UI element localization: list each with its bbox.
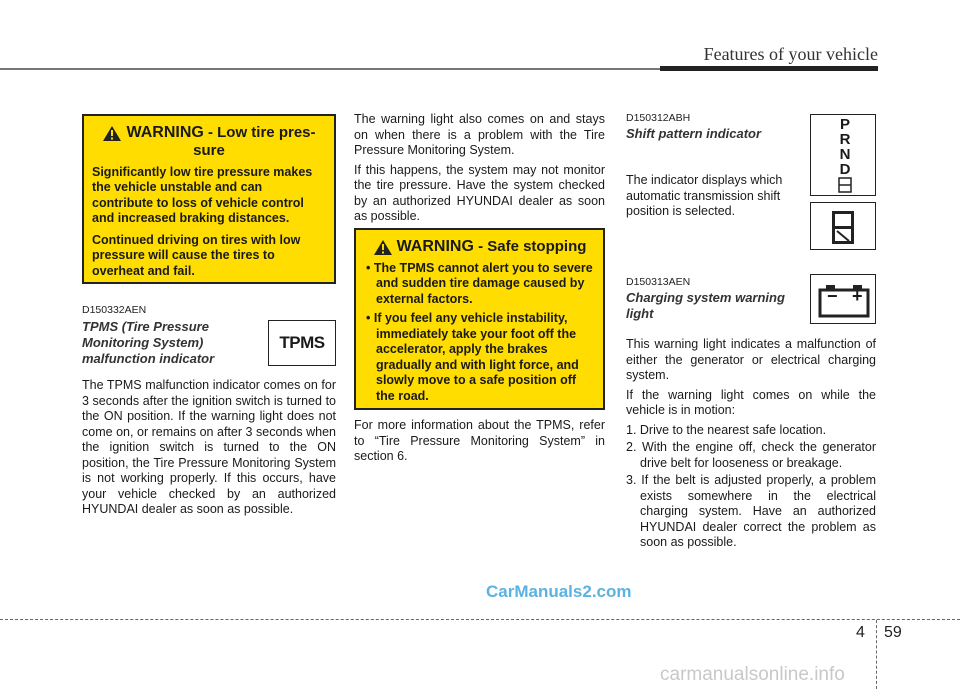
tpms-icon-label: TPMS <box>279 333 325 352</box>
warning-bullet-list <box>364 261 595 405</box>
heading-line: malfunction indicator <box>82 351 215 366</box>
charging-warning-icon <box>810 274 876 324</box>
battery-minus-sign: − <box>827 286 838 306</box>
bottom-watermark: carmanualsonline.info <box>660 664 845 685</box>
shift-pattern-indicator-icon <box>810 114 876 196</box>
warning-triangle-icon <box>373 239 393 256</box>
warning-subject: - Safe stopping <box>473 238 587 255</box>
footer-divider <box>876 620 877 689</box>
list-item: 2. With the engine off, check the generator drive belt for looseness or breakage. <box>626 440 876 470</box>
warning-label: WARNING <box>396 238 474 255</box>
heading-line: light <box>626 306 654 321</box>
body-paragraph: For more information about the TPMS, refer to “Tire Pressure Monitoring System” in section 6. <box>354 418 605 463</box>
header-rule-accent <box>660 66 878 71</box>
subsection-heading: Shift pattern indicator <box>626 126 762 141</box>
body-paragraph: The indicator displays which automatic transmission shift position is selected. <box>626 173 783 218</box>
warning-subject-cont: sure <box>193 141 225 159</box>
heading-line: TPMS (Tire Pressure <box>82 319 209 334</box>
list-item: • If you feel any vehicle instability, immediately take your foot off the accelerator, apply the brakes gradually and with light force, and slowly move to a safe position off the road. <box>366 311 579 403</box>
footer-rule <box>0 619 960 620</box>
section-code: D150312ABH <box>626 112 691 124</box>
numbered-steps <box>626 423 876 551</box>
section-code: D150332AEN <box>82 304 147 316</box>
subsection-heading <box>82 319 262 367</box>
body-paragraph: This warning light indicates a malfunction of either the generator or electrical charging system. <box>626 337 876 382</box>
gear-letter-n: N <box>839 146 851 163</box>
body-paragraph: The warning light also comes on and stays on when there is a problem with the Tire Pressure Monitoring System. <box>354 112 605 157</box>
warning-title <box>364 238 595 256</box>
digit-segment-icon <box>838 177 852 193</box>
section-code: D150313AEN <box>626 276 691 288</box>
warning-low-tire-pressure <box>82 114 336 284</box>
list-item: • The TPMS cannot alert you to severe and sudden tire damage caused by external factors. <box>366 260 593 306</box>
gear-letter-p: P <box>839 116 850 133</box>
heading-line: Charging system warning <box>626 290 785 305</box>
body-column-3 <box>626 337 876 553</box>
warning-paragraph: Significantly low tire pressure makes the vehicle unstable and can contribute to loss of vehicle control and increased braking distances. <box>92 164 313 226</box>
list-item: 3. If the belt is adjusted properly, a problem exists somewhere in the electrical charging system. Have an authorized HYUNDAI dealer correct the problem as soon as possible. <box>626 473 876 549</box>
battery-plus-sign: + <box>852 286 863 306</box>
section-title: Features of your vehicle <box>703 44 878 64</box>
transmission-display-icon <box>810 202 876 250</box>
body-column-2 <box>354 112 605 229</box>
warning-triangle-icon <box>102 125 122 142</box>
bullet-text: If you feel any vehicle instability, immediately take your foot off the accelerator, apply the brakes gradually and with light force, and slowly move to a safe position off the road. <box>373 311 579 403</box>
body-paragraph: The TPMS malfunction indicator comes on for 3 seconds after the ignition switch is turned to the ON position. If the warning light does not come on, or remains on after 3 seconds when the ignition switch is turned to the ON position, the Tire Pressure Monitoring System is not working properly. If this occurs, have your vehicle checked by an authorized HYUNDAI dealer as soon as possible. <box>82 378 336 516</box>
gear-letter-d: D <box>839 161 851 178</box>
warning-label: WARNING <box>126 124 204 141</box>
bullet-text: The TPMS cannot alert you to severe and sudden tire damage caused by external factors. <box>373 260 593 306</box>
body-paragraph: If this happens, the system may not monitor the tire pressure. Have the system checked by an authorized HYUNDAI dealer as soon as possible. <box>354 162 605 223</box>
watermark-link[interactable]: CarManuals2.com <box>486 582 632 601</box>
warning-paragraph: Continued driving on tires with low pressure will cause the tires to overheat and fail. <box>92 232 301 278</box>
list-item: 1. Drive to the nearest safe location. <box>626 422 827 437</box>
battery-icon <box>817 280 871 320</box>
chapter-number: 4 <box>856 624 865 641</box>
tpms-indicator-icon <box>268 320 336 366</box>
segment-display-icon <box>829 209 859 245</box>
warning-safe-stopping <box>354 228 605 410</box>
heading-line: Monitoring System) <box>82 335 204 350</box>
warning-title <box>92 124 326 159</box>
page-number: 59 <box>884 624 902 641</box>
prnd-letters <box>837 117 853 177</box>
gear-letter-r: R <box>839 131 851 148</box>
body-paragraph: If the warning light comes on while the vehicle is in motion: <box>626 387 876 417</box>
warning-subject: - Low tire pres- <box>203 124 316 141</box>
subsection-heading <box>626 290 806 322</box>
